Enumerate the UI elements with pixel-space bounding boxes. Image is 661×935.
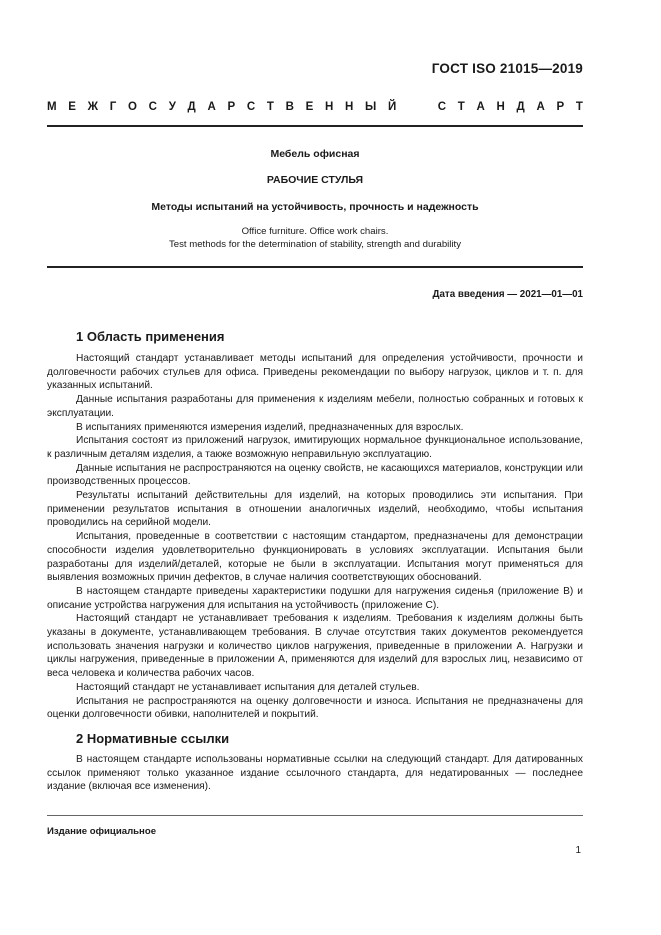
banner-letter: Е <box>68 101 76 113</box>
title-english <box>47 226 583 251</box>
title-main: РАБОЧИЕ СТУЛЬЯ <box>266 174 364 186</box>
paragraph: Данные испытания разработаны для применения к изделиям мебели, полностью собранных и готовых к эксплуатации. <box>47 394 583 419</box>
banner-letter: Н <box>324 101 334 113</box>
title-subtitle: Методы испытаний на устойчивость, прочность и надежность <box>151 201 479 213</box>
title-category: Мебель офисная <box>270 148 360 160</box>
banner-letter: Т <box>575 101 583 113</box>
banner-letter: Т <box>457 101 465 113</box>
banner-letter: Д <box>187 101 196 113</box>
banner-letter: Н <box>496 101 505 113</box>
banner-letter: А <box>536 101 545 113</box>
paragraph: Испытания не распространяются на оценку долговечности и износа. Испытания не предназначены для оценки долговечности обивки, наполнителей и покрытий. <box>47 695 583 721</box>
official-edition-label: Издание официальное <box>47 826 157 837</box>
banner-letter: Р <box>556 101 565 113</box>
section-1-body <box>47 352 583 722</box>
paragraph: Настоящий стандарт устанавливает методы испытаний для определения устойчивости, прочности и долговечности рабочих стульев для офиса. Приведены рекомендации по выбору нагрузок, циклов и т. п. для указанных испытаний. <box>47 353 583 392</box>
standard-code: ГОСТ ISO 21015—2019 <box>431 61 583 76</box>
top-divider <box>47 125 583 127</box>
banner-letter <box>408 101 411 113</box>
paragraph: Результаты испытаний действительны для изделий, на которых проводились эти испытания. При применении результатов испытания в отношении аналогичных изделий, необходимо, чтобы испытания проводились на серийной модели. <box>47 490 583 529</box>
footer-divider <box>47 815 583 816</box>
paragraph: Настоящий стандарт не устанавливает испытания для деталей стульев. <box>76 681 420 693</box>
banner-letter: Ы <box>365 101 377 113</box>
banner-letter: М <box>47 101 57 113</box>
title-english-line1: Office furniture. Office work chairs. <box>241 226 389 237</box>
paragraph: Испытания, проведенные в соответствии с настоящим стандартом, предназначены для демонстрации способности изделия удовлетворительно функционировать в условиях эксплуатации. Испытания были разработаны для изделий/деталей, которые не были в эксплуатации. Испытания могут применяться для выявления возможных причин дефектов, в случае наличия соответствующих обоснований. <box>47 531 583 584</box>
section-1-heading: 1 Область применения <box>76 329 225 344</box>
banner-letter: Е <box>305 101 314 113</box>
section-2-heading: 2 Нормативные ссылки <box>76 731 230 746</box>
title-divider <box>47 266 583 268</box>
banner-letter: В <box>285 101 294 113</box>
section-2-body <box>47 753 583 794</box>
banner-letter: Г <box>109 101 117 113</box>
banner-letter: Ж <box>87 101 99 113</box>
interstate-standard-banner <box>47 101 583 113</box>
banner-letter: Н <box>345 101 354 113</box>
banner-letter: С <box>437 101 447 113</box>
banner-letter: С <box>246 101 256 113</box>
paragraph: В испытаниях применяются измерения изделий, предназначенных для взрослых. <box>76 421 464 433</box>
paragraph: В настоящем стандарте приведены характеристики подушки для нагружения сиденья (приложение В) и описание устройства нагружения для испытания на устойчивость (приложение С). <box>47 585 583 611</box>
paragraph: Испытания состоят из приложений нагрузок, имитирующих нормальное функциональное использование, к различным деталям изделия, а также возможную неправильную эксплуатацию. <box>47 435 583 460</box>
page-number: 1 <box>575 845 581 856</box>
banner-letter: Р <box>227 101 236 113</box>
banner-letter: О <box>128 101 137 113</box>
banner-letter: Й <box>387 101 397 113</box>
banner-letter: Д <box>516 101 525 113</box>
paragraph: Данные испытания не распространяются на оценку свойств, не касающихся материалов, конструкции или производственных процессов. <box>47 462 583 488</box>
introduction-date: Дата введения — 2021—01—01 <box>432 289 583 300</box>
banner-letter: А <box>476 101 485 113</box>
paragraph: Настоящий стандарт не устанавливает требования к изделиям. Требования к изделиям должны быть указаны в документе, устанавливающем требования. В случае отсутствия таких документов рекомендуется использовать значения нагрузки и количество циклов нагружения, приведенные в приложении А. Нагрузки и циклы нагружения, приведенные в приложении А, применяются для изделий для взрослых лиц, независимо от веса человека и количества рабочих часов. <box>47 613 583 680</box>
banner-letter <box>423 101 426 113</box>
banner-letter: Т <box>266 101 274 113</box>
banner-letter: С <box>148 101 157 113</box>
banner-letter: У <box>168 101 176 113</box>
paragraph: В настоящем стандарте использованы нормативные ссылки на следующий стандарт. Для датированных ссылок применяют только указанное издание ссылочного стандарта, для недатированных — последнее издание (включая все изменения). <box>47 754 583 793</box>
banner-letter: А <box>207 101 216 113</box>
title-english-line2: Test methods for the determination of stability, strength and durability <box>168 238 462 250</box>
